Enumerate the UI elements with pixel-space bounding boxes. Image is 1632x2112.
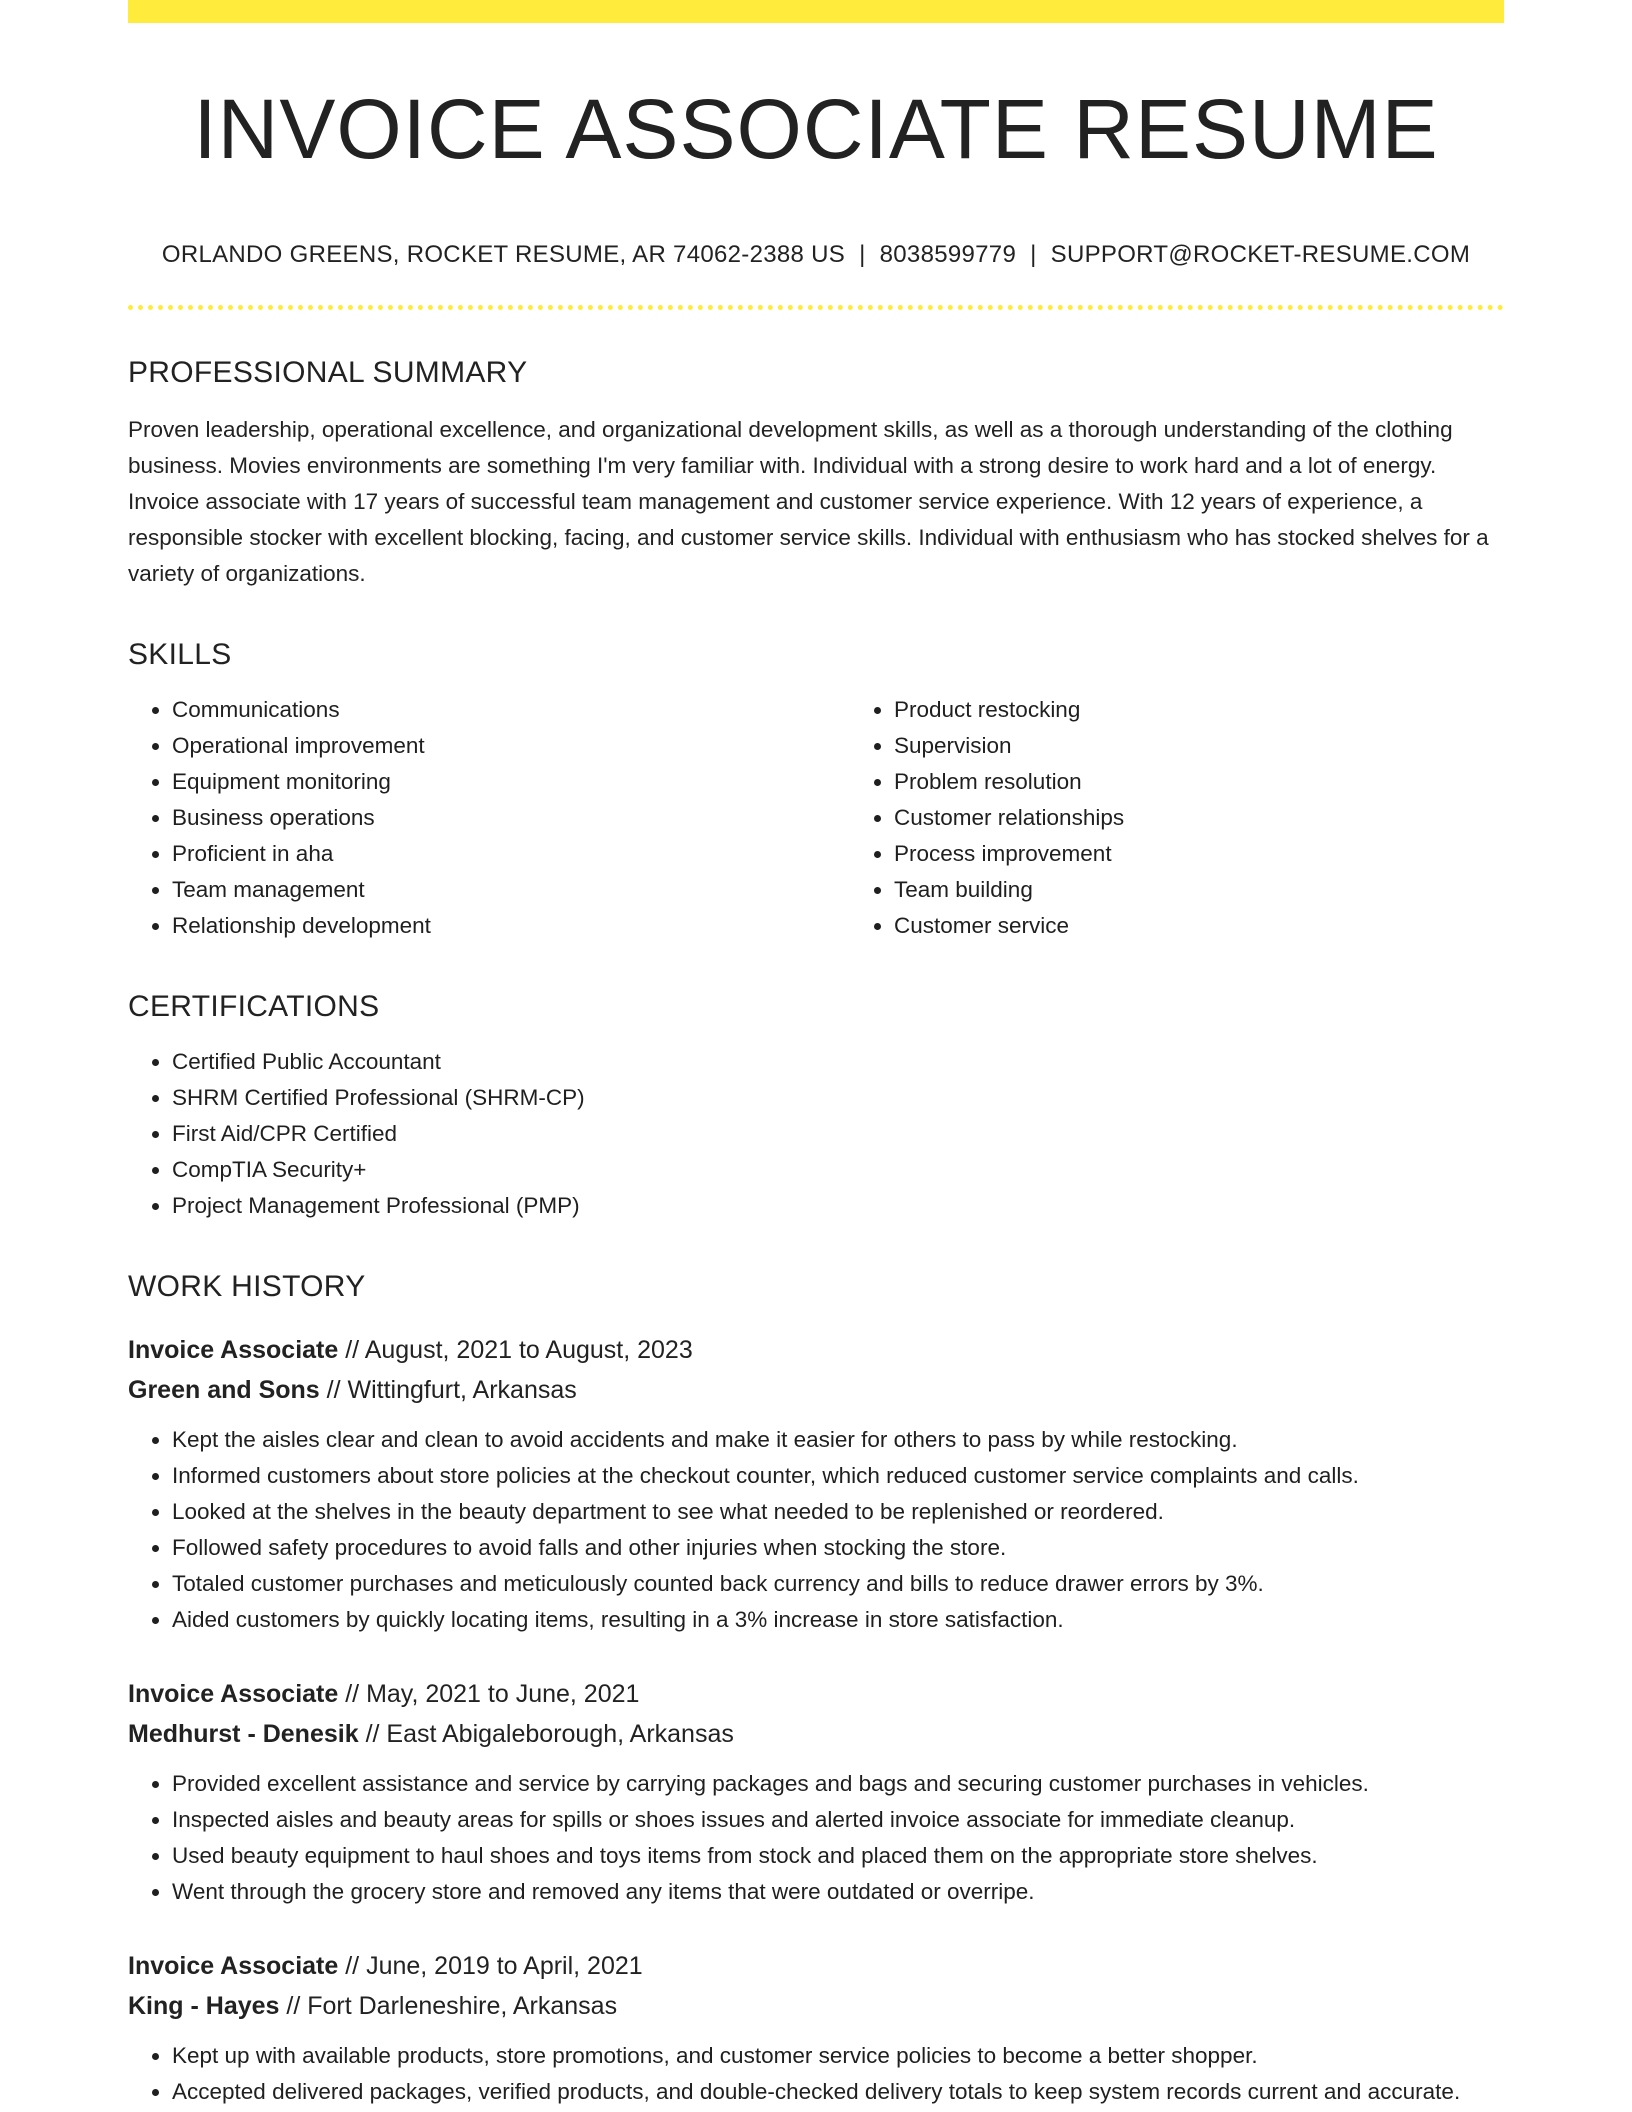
skill-item: • Operational improvement (172, 728, 850, 764)
job-company: King - Hayes (128, 1992, 280, 2021)
job-bullet: • Kept up with available products, store promotions, and customer service policies to become a better shopper. (172, 2038, 1504, 2074)
job-bullet: • Looked at the shelves in the beauty department to see what needed to be replenished or reordered. (172, 1494, 1504, 1530)
certification-item: • Project Management Professional (PMP) (172, 1188, 1504, 1224)
job-bullets (128, 1422, 1504, 1638)
job-company: Medhurst - Denesik (128, 1720, 359, 1749)
certifications-heading: CERTIFICATIONS (128, 990, 380, 1024)
job-bullet: • Informed customers about store policies at the checkout counter, which reduced customer service complaints and calls. (172, 1458, 1504, 1494)
contact-email: SUPPORT@ROCKET-RESUME.COM (1050, 241, 1471, 269)
skill-item: • Communications (172, 692, 850, 728)
job-dates: // May, 2021 to June, 2021 (345, 1680, 640, 1709)
skills-list-right (850, 692, 1572, 944)
certifications-list (128, 1044, 1504, 1224)
skill-item: • Process improvement (894, 836, 1572, 872)
job-title-line (128, 1330, 1504, 1370)
skill-item: • Customer service (894, 908, 1572, 944)
summary-heading: PROFESSIONAL SUMMARY (128, 356, 528, 390)
contact-address: ORLANDO GREENS, ROCKET RESUME, AR 74062-2388 US (161, 241, 846, 269)
resume-page (128, 0, 1504, 2110)
job-bullet: • Totaled customer purchases and meticulously counted back currency and bills to reduce drawer errors by 3%. (172, 1566, 1504, 1602)
job-location: // Fort Darleneshire, Arkansas (286, 1992, 618, 2021)
job-bullet: • Used beauty equipment to haul shoes and toys items from stock and placed them on the appropriate store shelves. (172, 1838, 1504, 1874)
job-title: Invoice Associate (128, 1336, 339, 1365)
work-history-heading: WORK HISTORY (128, 1270, 366, 1304)
skill-item: • Equipment monitoring (172, 764, 850, 800)
job-bullets (128, 2038, 1504, 2110)
job-entry (128, 1674, 1504, 1910)
job-title: Invoice Associate (128, 1680, 339, 1709)
skill-item: • Customer relationships (894, 800, 1572, 836)
job-title-line (128, 1946, 1504, 1986)
job-bullet: • Accepted delivered packages, verified products, and double-checked delivery totals to keep system records current and accurate. (172, 2074, 1504, 2110)
skill-item: • Team building (894, 872, 1572, 908)
job-company: Green and Sons (128, 1376, 320, 1405)
skills-columns (128, 692, 1504, 944)
skill-item: • Relationship development (172, 908, 850, 944)
skill-item: • Business operations (172, 800, 850, 836)
job-dates: // June, 2019 to April, 2021 (345, 1952, 643, 1981)
page-title: INVOICE ASSOCIATE RESUME (193, 82, 1439, 176)
skills-heading: SKILLS (128, 638, 232, 672)
skill-item: • Proficient in aha (172, 836, 850, 872)
contact-separator: | (859, 241, 866, 269)
contact-separator: | (1030, 241, 1037, 269)
top-accent-bar (128, 0, 1504, 23)
job-location: // East Abigaleborough, Arkansas (365, 1720, 734, 1749)
job-company-line (128, 1370, 1504, 1410)
job-bullet: • Provided excellent assistance and service by carrying packages and bags and securing customer purchases in vehicles. (172, 1766, 1504, 1802)
summary-text: Proven leadership, operational excellence, and organizational development skills, as well as a thorough understanding of the clothing business. Movies environments are something I'm very familiar with. Individual with a strong desire to work hard and a lot of energy. Invoice associate with 17 years of successful team management and customer service experience. With 12 years of experience, a responsible stocker with excellent blocking, facing, and customer service skills. Individual with enthusiasm who has stocked shelves for a variety of organizations. (128, 417, 1489, 587)
contact-phone: 8038599779 (879, 241, 1017, 269)
job-bullet: • Went through the grocery store and removed any items that were outdated or overripe. (172, 1874, 1504, 1910)
certification-item: • CompTIA Security+ (172, 1152, 1504, 1188)
job-bullet: • Kept the aisles clear and clean to avoid accidents and make it easier for others to pass by while restocking. (172, 1422, 1504, 1458)
job-title-line (128, 1674, 1504, 1714)
job-entry (128, 1946, 1504, 2110)
skill-item: • Product restocking (894, 692, 1572, 728)
certification-item: • SHRM Certified Professional (SHRM-CP) (172, 1080, 1504, 1116)
skills-list-left (128, 692, 850, 944)
job-bullets (128, 1766, 1504, 1910)
job-title: Invoice Associate (128, 1952, 339, 1981)
certification-item: • Certified Public Accountant (172, 1044, 1504, 1080)
job-bullet: • Followed safety procedures to avoid falls and other injuries when stocking the store. (172, 1530, 1504, 1566)
skill-item: • Supervision (894, 728, 1572, 764)
job-location: // Wittingfurt, Arkansas (326, 1376, 577, 1405)
job-dates: // August, 2021 to August, 2023 (345, 1336, 693, 1365)
job-company-line (128, 1714, 1504, 1754)
dotted-divider (128, 305, 1504, 310)
certification-item: • First Aid/CPR Certified (172, 1116, 1504, 1152)
skill-item: • Problem resolution (894, 764, 1572, 800)
job-company-line (128, 1986, 1504, 2026)
contact-line (128, 241, 1504, 269)
job-bullet: • Aided customers by quickly locating items, resulting in a 3% increase in store satisfaction. (172, 1602, 1504, 1638)
job-entry (128, 1330, 1504, 1638)
skill-item: • Team management (172, 872, 850, 908)
job-bullet: • Inspected aisles and beauty areas for spills or shoes issues and alerted invoice associate for immediate cleanup. (172, 1802, 1504, 1838)
